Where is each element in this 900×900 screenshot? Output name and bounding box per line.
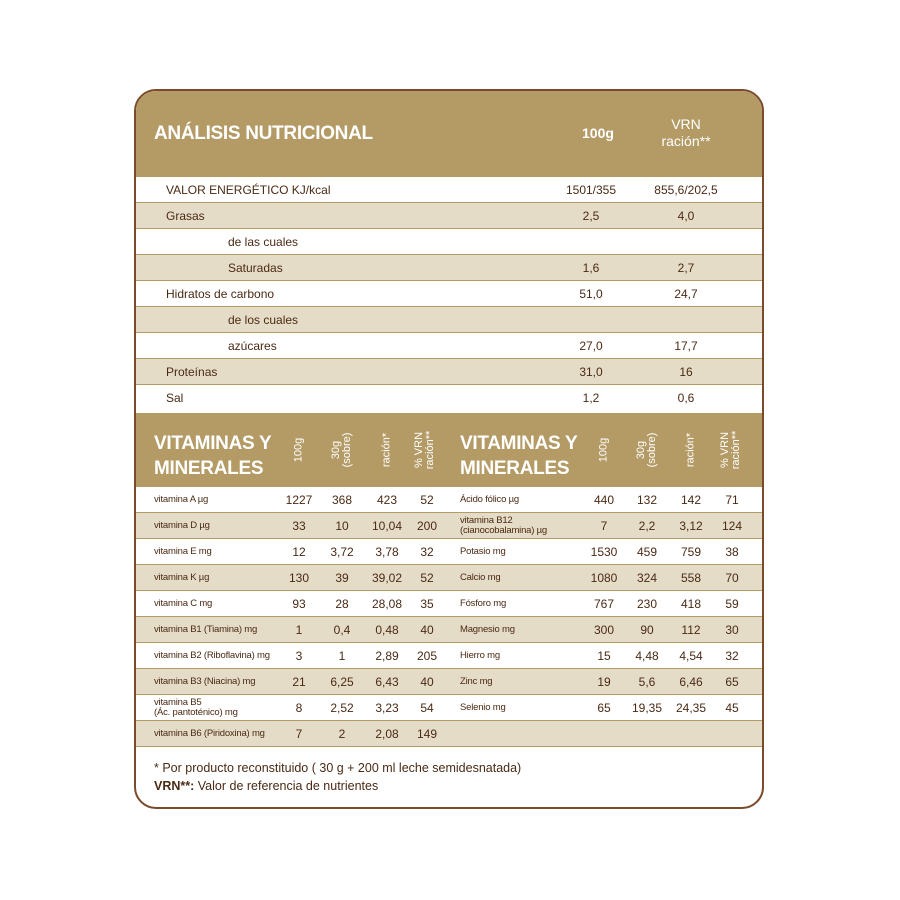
left-value-v30: 0,4 bbox=[333, 622, 351, 637]
row-label: VALOR ENERGÉTICO KJ/kcal bbox=[166, 183, 331, 197]
row-value-100g: 1,6 bbox=[582, 261, 600, 275]
left-value-vrn: 54 bbox=[420, 700, 434, 715]
right-value-v30: 132 bbox=[636, 492, 658, 507]
right-nutrient-name: Selenio mg bbox=[460, 701, 506, 713]
right-nutrient-name: Potasio mg bbox=[460, 545, 506, 557]
left-value-racion: 3,23 bbox=[375, 700, 399, 715]
row-label: Sal bbox=[166, 391, 184, 405]
col-30g-label bbox=[636, 433, 658, 468]
right-value-v30: 2,2 bbox=[638, 518, 656, 533]
footnote-vrn-text: Valor de referencia de nutrientes bbox=[194, 779, 379, 793]
table-row bbox=[136, 229, 762, 255]
col-racion-header bbox=[374, 413, 400, 487]
table-row bbox=[136, 669, 762, 695]
left-nutrient-name: vitamina K µg bbox=[154, 571, 210, 583]
table-row bbox=[136, 487, 762, 513]
row-value-100g: 1501/355 bbox=[565, 183, 617, 197]
col-vrn-label: VRN bbox=[671, 116, 701, 132]
left-nutrient-name: vitamina B1 (Tiamina) mg bbox=[154, 623, 258, 635]
table-row bbox=[136, 513, 762, 539]
row-label: de los cuales bbox=[228, 313, 299, 327]
right-value-v30: 4,48 bbox=[635, 648, 659, 663]
left-value-vrn: 35 bbox=[420, 596, 434, 611]
nutrition-title: ANÁLISIS NUTRICIONAL bbox=[154, 123, 373, 144]
table-row bbox=[136, 255, 762, 281]
nutrient-name-line1: vitamina B12 bbox=[460, 514, 513, 526]
left-value-v30: 368 bbox=[331, 492, 353, 507]
col-vrn-line2: ración** bbox=[730, 430, 742, 470]
table-row bbox=[136, 385, 762, 411]
row-value-100g: 51,0 bbox=[579, 287, 603, 301]
right-value-racion: 112 bbox=[681, 622, 701, 637]
right-value-v30: 5,6 bbox=[638, 674, 656, 689]
vitamins-title-line1: VITAMINAS Y bbox=[154, 433, 272, 454]
left-value-v30: 2,52 bbox=[330, 700, 354, 715]
right-value-vrn: 32 bbox=[725, 648, 739, 663]
col-30g-line1: 30g bbox=[330, 440, 342, 460]
table-row bbox=[136, 617, 762, 643]
left-value-v30: 3,72 bbox=[330, 544, 354, 559]
left-nutrient-name: vitamina E mg bbox=[154, 545, 212, 557]
table-row bbox=[136, 721, 762, 747]
left-value-vrn: 205 bbox=[416, 648, 438, 663]
row-label: de las cuales bbox=[228, 235, 299, 249]
table-row bbox=[136, 565, 762, 591]
right-value-vrn: 70 bbox=[725, 570, 739, 585]
table-row bbox=[136, 591, 762, 617]
right-value-v30: 459 bbox=[636, 544, 658, 559]
left-value-racion: 423 bbox=[376, 492, 398, 507]
row-value-100g: 31,0 bbox=[579, 365, 603, 379]
col-30g-label bbox=[331, 433, 353, 468]
col-100g-label: 100g bbox=[597, 437, 610, 463]
right-nutrient-name: Zinc mg bbox=[460, 675, 493, 687]
row-label: azúcares bbox=[228, 339, 277, 353]
left-nutrient-name: vitamina B6 (Piridoxina) mg bbox=[154, 727, 265, 739]
right-value-vrn: 30 bbox=[725, 622, 739, 637]
right-value-vrn: 59 bbox=[725, 596, 739, 611]
right-value-vrn: 124 bbox=[721, 518, 743, 533]
row-label: Proteínas bbox=[166, 365, 218, 379]
left-value-vrn: 149 bbox=[416, 726, 438, 741]
col-vrn-label bbox=[720, 431, 742, 470]
col-30g-header bbox=[329, 413, 355, 487]
table-row bbox=[136, 359, 762, 385]
col-vrn-line1: % VRN bbox=[719, 431, 731, 469]
left-value-vrn: 52 bbox=[420, 570, 434, 585]
right-nutrient-name: Calcio mg bbox=[460, 571, 501, 583]
table-row bbox=[136, 281, 762, 307]
col-vrn-header bbox=[646, 116, 726, 150]
right-nutrient-name: Fósforo mg bbox=[460, 597, 507, 609]
left-value-racion: 39,02 bbox=[371, 570, 403, 585]
left-nutrient-name bbox=[154, 695, 284, 720]
table-row bbox=[136, 177, 762, 203]
vitamins-title-right bbox=[460, 431, 577, 481]
nutrient-name-2line bbox=[154, 698, 238, 718]
left-value-v100: 21 bbox=[292, 674, 306, 689]
right-value-v100: 15 bbox=[597, 648, 611, 663]
left-value-racion: 2,08 bbox=[375, 726, 399, 741]
row-value-vrn: 24,7 bbox=[674, 287, 698, 301]
col-vrn-header bbox=[412, 413, 438, 487]
left-nutrient-name: vitamina B2 (Riboflavina) mg bbox=[154, 649, 270, 661]
col-racion-label: ración** bbox=[661, 133, 711, 149]
left-value-v100: 3 bbox=[295, 648, 303, 663]
footer-notes bbox=[154, 759, 521, 795]
col-30g-line2: (sobre) bbox=[646, 432, 658, 468]
right-value-v30: 19,35 bbox=[631, 700, 663, 715]
left-value-v100: 8 bbox=[295, 700, 303, 715]
right-value-vrn: 38 bbox=[725, 544, 739, 559]
table-row bbox=[136, 695, 762, 721]
right-value-vrn: 71 bbox=[725, 492, 739, 507]
col-racion-header bbox=[678, 413, 704, 487]
nutrition-panel bbox=[134, 89, 764, 809]
right-value-v30: 230 bbox=[636, 596, 658, 611]
table-row bbox=[136, 203, 762, 229]
left-value-v100: 130 bbox=[288, 570, 310, 585]
right-value-racion: 558 bbox=[680, 570, 702, 585]
col-vrn-line1: % VRN bbox=[413, 431, 425, 469]
row-value-100g: 27,0 bbox=[579, 339, 603, 353]
right-value-vrn: 65 bbox=[725, 674, 739, 689]
right-value-racion: 3,12 bbox=[679, 518, 703, 533]
left-value-v100: 1 bbox=[295, 622, 303, 637]
left-value-v30: 1 bbox=[338, 648, 346, 663]
right-value-racion: 4,54 bbox=[679, 648, 703, 663]
left-nutrient-name: vitamina B3 (Niacina) mg bbox=[154, 675, 256, 687]
left-value-v30: 28 bbox=[335, 596, 349, 611]
col-100g-header bbox=[286, 413, 312, 487]
col-vrn-header bbox=[718, 413, 744, 487]
row-value-vrn: 2,7 bbox=[677, 261, 695, 275]
table-row bbox=[136, 539, 762, 565]
right-value-racion: 418 bbox=[680, 596, 702, 611]
right-nutrient-name: Ácido fólico µg bbox=[460, 493, 519, 505]
nutrient-name-2line bbox=[460, 516, 547, 536]
right-value-racion: 24,35 bbox=[675, 700, 707, 715]
right-value-v30: 324 bbox=[636, 570, 658, 585]
left-value-vrn: 32 bbox=[420, 544, 434, 559]
row-value-vrn: 855,6/202,5 bbox=[654, 183, 718, 197]
right-value-v100: 1080 bbox=[590, 570, 618, 585]
left-value-v100: 33 bbox=[292, 518, 306, 533]
nutrition-header bbox=[136, 91, 762, 177]
right-value-v100: 1530 bbox=[590, 544, 618, 559]
left-value-racion: 2,89 bbox=[375, 648, 399, 663]
right-nutrient-name: Hierro mg bbox=[460, 649, 500, 661]
table-row bbox=[136, 643, 762, 669]
right-value-v100: 300 bbox=[593, 622, 615, 637]
left-value-vrn: 200 bbox=[416, 518, 438, 533]
nutrient-name-line2: (Ác. pantoténico) mg bbox=[154, 706, 238, 718]
right-value-racion: 142 bbox=[680, 492, 702, 507]
left-value-racion: 0,48 bbox=[375, 622, 399, 637]
vitamins-title-left bbox=[154, 431, 271, 481]
right-value-racion: 6,46 bbox=[679, 674, 703, 689]
left-value-v100: 1227 bbox=[285, 492, 313, 507]
left-value-v100: 93 bbox=[292, 596, 306, 611]
col-racion-label: ración* bbox=[380, 432, 393, 468]
left-value-v100: 12 bbox=[292, 544, 306, 559]
col-100g-header: 100g bbox=[582, 125, 614, 141]
col-30g-line2: (sobre) bbox=[341, 432, 353, 468]
left-value-v30: 39 bbox=[335, 570, 349, 585]
vitamins-title-line2: MINERALES bbox=[460, 458, 570, 479]
row-value-vrn: 0,6 bbox=[677, 391, 695, 405]
left-value-racion: 3,78 bbox=[375, 544, 399, 559]
left-value-racion: 6,43 bbox=[375, 674, 399, 689]
right-nutrient-name: Magnesio mg bbox=[460, 623, 515, 635]
row-value-100g: 1,2 bbox=[582, 391, 600, 405]
row-value-vrn: 17,7 bbox=[674, 339, 698, 353]
row-label: Saturadas bbox=[228, 261, 283, 275]
right-value-v100: 65 bbox=[597, 700, 611, 715]
footnote-reconstituted: * Por producto reconstituido ( 30 g + 200 ml leche semidesnatada) bbox=[154, 761, 522, 775]
right-value-racion: 759 bbox=[680, 544, 702, 559]
row-value-vrn: 16 bbox=[679, 365, 693, 379]
col-racion-label: ración* bbox=[684, 432, 697, 468]
footnote-vrn-label: VRN**: bbox=[154, 779, 195, 793]
left-value-vrn: 40 bbox=[420, 622, 434, 637]
right-nutrient-name bbox=[460, 513, 590, 538]
right-value-v100: 7 bbox=[600, 518, 608, 533]
row-value-100g: 2,5 bbox=[582, 209, 600, 223]
col-vrn-label bbox=[414, 431, 436, 470]
right-value-v100: 767 bbox=[593, 596, 615, 611]
left-value-racion: 10,04 bbox=[371, 518, 403, 533]
left-value-racion: 28,08 bbox=[371, 596, 403, 611]
right-value-vrn: 45 bbox=[725, 700, 739, 715]
col-vrn-line2: ración** bbox=[424, 430, 436, 470]
left-value-vrn: 52 bbox=[420, 492, 434, 507]
row-label: Grasas bbox=[166, 209, 205, 223]
left-value-v30: 2 bbox=[338, 726, 346, 741]
footnote-vrn bbox=[154, 777, 521, 795]
table-row bbox=[136, 333, 762, 359]
col-30g-line1: 30g bbox=[635, 440, 647, 460]
vitamins-title-line2: MINERALES bbox=[154, 458, 264, 479]
left-value-v30: 6,25 bbox=[330, 674, 354, 689]
row-value-vrn: 4,0 bbox=[677, 209, 695, 223]
left-value-v30: 10 bbox=[335, 518, 349, 533]
col-100g-header bbox=[591, 413, 617, 487]
left-value-v100: 7 bbox=[295, 726, 303, 741]
left-nutrient-name: vitamina A µg bbox=[154, 493, 209, 505]
vitamins-title-line1: VITAMINAS Y bbox=[460, 433, 578, 454]
nutrient-name-line1: vitamina B5 bbox=[154, 696, 202, 708]
right-value-v30: 90 bbox=[640, 622, 654, 637]
vitamins-header bbox=[136, 413, 762, 487]
row-label: Hidratos de carbono bbox=[166, 287, 275, 301]
col-30g-header bbox=[634, 413, 660, 487]
col-100g-label: 100g bbox=[292, 437, 305, 463]
right-value-v100: 440 bbox=[593, 492, 615, 507]
left-nutrient-name: vitamina D µg bbox=[154, 519, 210, 531]
left-value-vrn: 40 bbox=[420, 674, 434, 689]
right-value-v100: 19 bbox=[597, 674, 611, 689]
left-nutrient-name: vitamina C mg bbox=[154, 597, 213, 609]
nutrient-name-line2: (cianocobalamina) µg bbox=[460, 524, 548, 536]
table-row bbox=[136, 307, 762, 333]
